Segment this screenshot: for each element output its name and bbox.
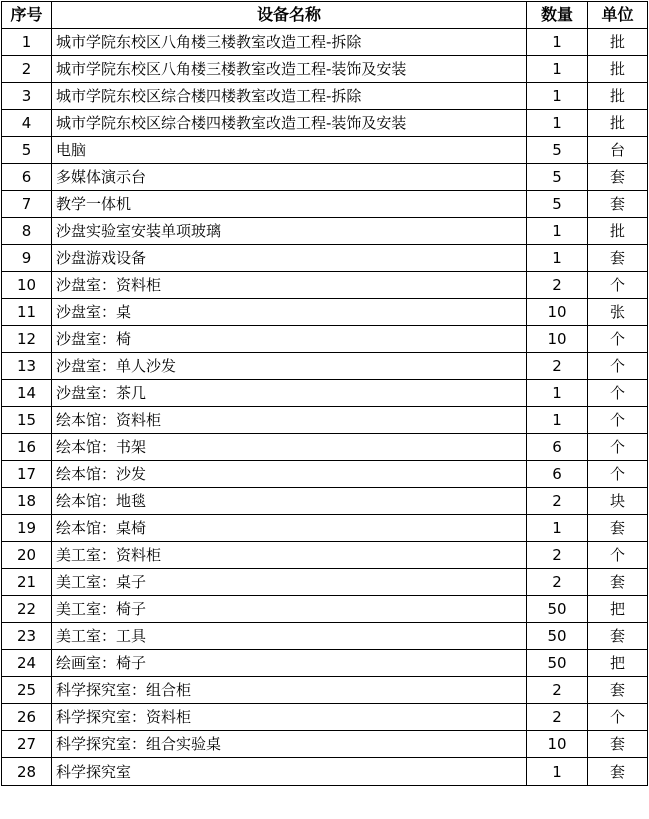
quantity: 2 <box>527 569 588 596</box>
quantity: 1 <box>527 758 588 786</box>
quantity: 1 <box>527 218 588 245</box>
row-number: 17 <box>2 461 52 488</box>
table-row <box>2 488 648 515</box>
unit: 个 <box>588 704 648 731</box>
table-row <box>2 758 648 786</box>
unit: 套 <box>588 245 648 272</box>
equipment-name: 教学一体机 <box>52 191 527 218</box>
unit: 个 <box>588 272 648 299</box>
unit: 套 <box>588 623 648 650</box>
table-row <box>2 704 648 731</box>
equipment-name: 多媒体演示台 <box>52 164 527 191</box>
table-row <box>2 299 648 326</box>
table-row <box>2 623 648 650</box>
unit: 批 <box>588 83 648 110</box>
unit: 套 <box>588 758 648 786</box>
quantity: 6 <box>527 461 588 488</box>
unit: 把 <box>588 596 648 623</box>
header-no: 序号 <box>2 2 52 29</box>
equipment-name: 沙盘室：茶几 <box>52 380 527 407</box>
equipment-name: 沙盘室：椅 <box>52 326 527 353</box>
unit: 批 <box>588 218 648 245</box>
row-number: 5 <box>2 137 52 164</box>
row-number: 19 <box>2 515 52 542</box>
quantity: 1 <box>527 245 588 272</box>
equipment-name: 绘本馆：沙发 <box>52 461 527 488</box>
row-number: 18 <box>2 488 52 515</box>
equipment-name: 美工室：桌子 <box>52 569 527 596</box>
row-number: 9 <box>2 245 52 272</box>
quantity: 50 <box>527 623 588 650</box>
equipment-name: 绘本馆：地毯 <box>52 488 527 515</box>
quantity: 6 <box>527 434 588 461</box>
unit: 个 <box>588 434 648 461</box>
quantity: 2 <box>527 704 588 731</box>
equipment-name: 绘画室：椅子 <box>52 650 527 677</box>
quantity: 2 <box>527 272 588 299</box>
row-number: 2 <box>2 56 52 83</box>
table-row <box>2 407 648 434</box>
row-number: 24 <box>2 650 52 677</box>
quantity: 1 <box>527 56 588 83</box>
quantity: 1 <box>527 515 588 542</box>
equipment-name: 科学探究室 <box>52 758 527 786</box>
table-row <box>2 245 648 272</box>
equipment-name: 沙盘游戏设备 <box>52 245 527 272</box>
row-number: 11 <box>2 299 52 326</box>
quantity: 5 <box>527 137 588 164</box>
row-number: 22 <box>2 596 52 623</box>
equipment-table <box>1 1 648 786</box>
row-number: 3 <box>2 83 52 110</box>
row-number: 28 <box>2 758 52 786</box>
unit: 个 <box>588 353 648 380</box>
quantity: 10 <box>527 731 588 758</box>
row-number: 6 <box>2 164 52 191</box>
header-qty: 数量 <box>527 2 588 29</box>
table-row <box>2 137 648 164</box>
quantity: 2 <box>527 353 588 380</box>
quantity: 1 <box>527 380 588 407</box>
quantity: 5 <box>527 191 588 218</box>
row-number: 27 <box>2 731 52 758</box>
unit: 套 <box>588 677 648 704</box>
table-row <box>2 677 648 704</box>
unit: 个 <box>588 380 648 407</box>
table-row <box>2 56 648 83</box>
unit: 台 <box>588 137 648 164</box>
equipment-name: 城市学院东校区综合楼四楼教室改造工程-装饰及安装 <box>52 110 527 137</box>
equipment-name: 城市学院东校区综合楼四楼教室改造工程-拆除 <box>52 83 527 110</box>
table-row <box>2 434 648 461</box>
table-row <box>2 83 648 110</box>
unit: 批 <box>588 56 648 83</box>
table-row <box>2 515 648 542</box>
row-number: 1 <box>2 29 52 56</box>
header-unit: 单位 <box>588 2 648 29</box>
unit: 个 <box>588 542 648 569</box>
table-row <box>2 542 648 569</box>
equipment-name: 沙盘室：资料柜 <box>52 272 527 299</box>
quantity: 2 <box>527 488 588 515</box>
equipment-name: 科学探究室：组合柜 <box>52 677 527 704</box>
unit: 套 <box>588 191 648 218</box>
row-number: 13 <box>2 353 52 380</box>
row-number: 10 <box>2 272 52 299</box>
row-number: 25 <box>2 677 52 704</box>
equipment-name: 美工室：资料柜 <box>52 542 527 569</box>
quantity: 10 <box>527 299 588 326</box>
table-row <box>2 461 648 488</box>
row-number: 7 <box>2 191 52 218</box>
row-number: 21 <box>2 569 52 596</box>
table-row <box>2 731 648 758</box>
table-row <box>2 29 648 56</box>
quantity: 10 <box>527 326 588 353</box>
table-row <box>2 326 648 353</box>
table-row <box>2 272 648 299</box>
header-name: 设备名称 <box>52 2 527 29</box>
unit: 个 <box>588 461 648 488</box>
unit: 个 <box>588 326 648 353</box>
row-number: 23 <box>2 623 52 650</box>
row-number: 16 <box>2 434 52 461</box>
unit: 个 <box>588 407 648 434</box>
table-row <box>2 353 648 380</box>
table-row <box>2 650 648 677</box>
equipment-name: 绘本馆：资料柜 <box>52 407 527 434</box>
unit: 套 <box>588 731 648 758</box>
unit: 块 <box>588 488 648 515</box>
row-number: 4 <box>2 110 52 137</box>
row-number: 12 <box>2 326 52 353</box>
equipment-name: 绘本馆：书架 <box>52 434 527 461</box>
unit: 套 <box>588 569 648 596</box>
equipment-name: 科学探究室：资料柜 <box>52 704 527 731</box>
unit: 批 <box>588 110 648 137</box>
row-number: 8 <box>2 218 52 245</box>
table-row <box>2 164 648 191</box>
equipment-name: 沙盘实验室安装单项玻璃 <box>52 218 527 245</box>
table-row <box>2 191 648 218</box>
quantity: 1 <box>527 110 588 137</box>
quantity: 50 <box>527 596 588 623</box>
unit: 批 <box>588 29 648 56</box>
equipment-name: 绘本馆：桌椅 <box>52 515 527 542</box>
row-number: 20 <box>2 542 52 569</box>
quantity: 1 <box>527 83 588 110</box>
equipment-name: 美工室：工具 <box>52 623 527 650</box>
equipment-name: 城市学院东校区八角楼三楼教室改造工程-拆除 <box>52 29 527 56</box>
quantity: 50 <box>527 650 588 677</box>
quantity: 1 <box>527 29 588 56</box>
equipment-name: 城市学院东校区八角楼三楼教室改造工程-装饰及安装 <box>52 56 527 83</box>
quantity: 1 <box>527 407 588 434</box>
quantity: 2 <box>527 677 588 704</box>
unit: 套 <box>588 515 648 542</box>
table-row <box>2 569 648 596</box>
table-row <box>2 110 648 137</box>
quantity: 2 <box>527 542 588 569</box>
unit: 张 <box>588 299 648 326</box>
unit: 套 <box>588 164 648 191</box>
header-row <box>2 2 648 29</box>
quantity: 5 <box>527 164 588 191</box>
row-number: 14 <box>2 380 52 407</box>
equipment-name: 美工室：椅子 <box>52 596 527 623</box>
table-row <box>2 596 648 623</box>
table-row <box>2 380 648 407</box>
unit: 把 <box>588 650 648 677</box>
equipment-name: 沙盘室：单人沙发 <box>52 353 527 380</box>
equipment-name: 电脑 <box>52 137 527 164</box>
equipment-name: 科学探究室：组合实验桌 <box>52 731 527 758</box>
table-row <box>2 218 648 245</box>
row-number: 26 <box>2 704 52 731</box>
equipment-name: 沙盘室：桌 <box>52 299 527 326</box>
row-number: 15 <box>2 407 52 434</box>
